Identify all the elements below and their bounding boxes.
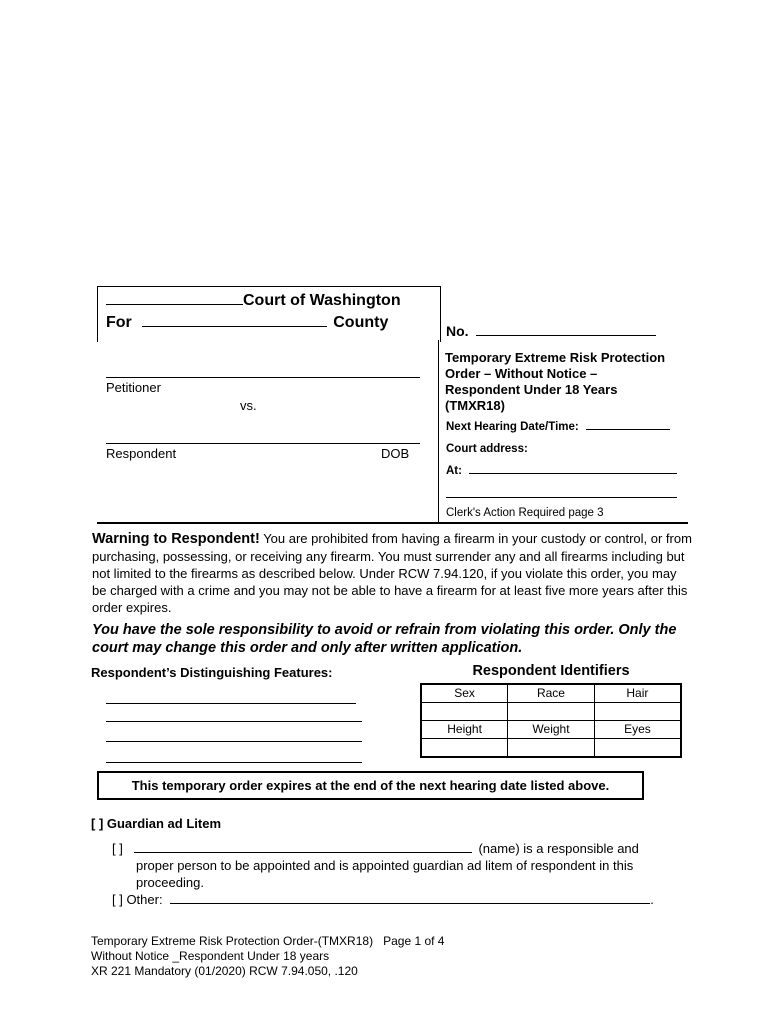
weight-header: Weight bbox=[508, 721, 595, 739]
guardian-name-blank[interactable] bbox=[134, 851, 472, 853]
sex-cell[interactable] bbox=[421, 703, 508, 721]
county-line bbox=[106, 314, 388, 332]
form-title-line: (TMXR18) bbox=[445, 398, 505, 413]
form-title-line: Temporary Extreme Risk Protection bbox=[445, 350, 666, 365]
court-address-blank[interactable] bbox=[469, 472, 677, 474]
warning-paragraph bbox=[92, 530, 692, 616]
footer-form-number: XR 221 Mandatory (01/2020) RCW 7.94.050, .120 bbox=[91, 964, 358, 978]
eyes-header: Eyes bbox=[594, 721, 681, 739]
case-number bbox=[446, 323, 656, 339]
guardian-name-text: (name) is a responsible and bbox=[478, 841, 639, 856]
race-cell[interactable] bbox=[508, 703, 595, 721]
features-blank[interactable] bbox=[106, 703, 356, 704]
court-address-blank-2[interactable] bbox=[446, 497, 677, 498]
petitioner-blank[interactable] bbox=[106, 377, 420, 378]
court-title-text: Court of Washington bbox=[243, 292, 401, 309]
other-blank[interactable] bbox=[170, 902, 650, 904]
court-address-at bbox=[446, 465, 677, 477]
guardian-continuation-text: proper person to be appointed and is appointed guardian ad litem of respondent in this proceeding. bbox=[136, 858, 634, 890]
court-name-blank[interactable] bbox=[106, 303, 243, 305]
footer-subtitle: Without Notice _Respondent Under 18 years bbox=[91, 949, 330, 963]
other-checkbox[interactable]: [ ] Other: bbox=[112, 892, 163, 907]
guardian-checkbox[interactable]: [ ] bbox=[112, 841, 123, 856]
table-row bbox=[421, 739, 681, 758]
dob-label: DOB bbox=[381, 446, 410, 461]
petitioner-label: Petitioner bbox=[106, 380, 161, 395]
footer-form-title: Temporary Extreme Risk Protection Order-(TMXR18) bbox=[91, 934, 374, 948]
court-title bbox=[106, 292, 401, 310]
form-title-line: Respondent Under 18 Years bbox=[445, 382, 618, 397]
hair-cell[interactable] bbox=[594, 703, 681, 721]
sex-header: Sex bbox=[421, 684, 508, 703]
form-title bbox=[445, 350, 695, 414]
distinguishing-features-label: Respondent’s Distinguishing Features: bbox=[91, 665, 333, 680]
weight-cell[interactable] bbox=[508, 739, 595, 758]
for-label: For bbox=[106, 314, 132, 331]
footer-page-number: Page 1 of 4 bbox=[383, 934, 445, 948]
next-hearing-label: Next Hearing Date/Time: bbox=[446, 421, 579, 433]
clerk-action-note: Clerk's Action Required page 3 bbox=[446, 507, 604, 519]
identifiers-title: Respondent Identifiers bbox=[472, 663, 630, 679]
respondent-blank[interactable] bbox=[106, 443, 420, 444]
page-footer bbox=[91, 934, 444, 979]
height-cell[interactable] bbox=[421, 739, 508, 758]
eyes-cell[interactable] bbox=[594, 739, 681, 758]
next-hearing-blank[interactable] bbox=[586, 428, 670, 430]
height-header: Height bbox=[421, 721, 508, 739]
respondent-label: Respondent bbox=[106, 446, 177, 461]
table-row bbox=[421, 721, 681, 739]
form-title-line: Order – Without Notice – bbox=[445, 366, 598, 381]
guardian-appointment bbox=[112, 840, 672, 891]
warning-text: You are prohibited from having a firearm in your custody or control, or from purchasing, possessing, or receiving any firearm. You must surrender any and all firearms including but not limited to the firearms as described below. Under RCW 7.94.120, if you violate this order, you may be charged with a crime and you may not be able to have a firearm for at least five more years after this order expires. bbox=[92, 531, 692, 615]
guardian-heading[interactable]: [ ] Guardian ad Litem bbox=[91, 816, 222, 831]
at-label: At: bbox=[446, 465, 462, 477]
table-row bbox=[421, 703, 681, 721]
sole-responsibility-notice: You have the sole responsibility to avoid or refrain from violating this order. Only the court may change this order and only after written application. bbox=[92, 622, 677, 656]
identifiers-table bbox=[420, 683, 682, 758]
warning-heading: Warning to Respondent! bbox=[92, 531, 260, 547]
features-blank[interactable] bbox=[106, 762, 362, 763]
case-number-blank[interactable] bbox=[476, 334, 656, 336]
hair-header: Hair bbox=[594, 684, 681, 703]
table-row bbox=[421, 684, 681, 703]
caption-divider bbox=[438, 340, 439, 522]
case-number-label: No. bbox=[446, 323, 469, 339]
expiration-notice: This temporary order expires at the end of the next hearing date listed above. bbox=[97, 771, 644, 800]
court-address-label: Court address: bbox=[446, 443, 528, 455]
guardian-other: [ ] Other: . bbox=[112, 892, 654, 907]
race-header: Race bbox=[508, 684, 595, 703]
next-hearing bbox=[446, 421, 670, 433]
features-blank[interactable] bbox=[106, 741, 362, 742]
caption-bottom-rule bbox=[97, 522, 688, 524]
features-blank[interactable] bbox=[106, 721, 362, 722]
vs-label: vs. bbox=[240, 398, 257, 413]
county-label: County bbox=[333, 314, 389, 331]
county-name-blank[interactable] bbox=[142, 325, 327, 327]
